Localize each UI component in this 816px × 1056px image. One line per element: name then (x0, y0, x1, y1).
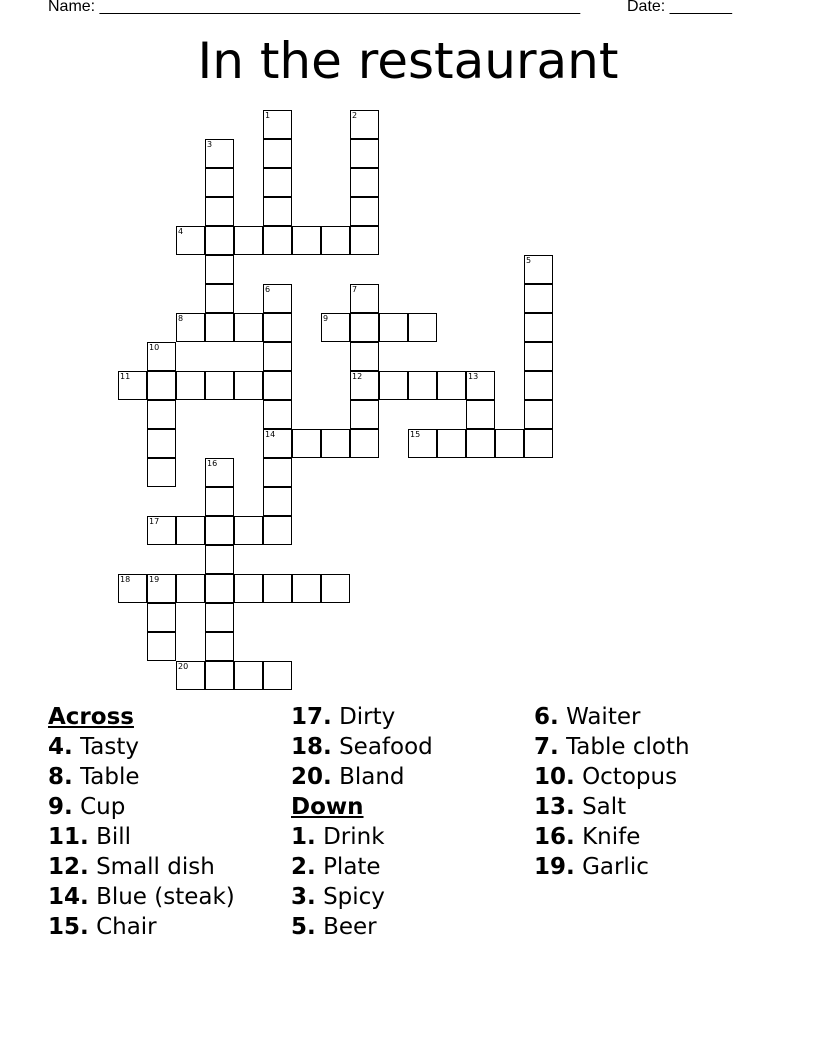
clue-number: 20. (291, 764, 332, 790)
cell-number: 12 (352, 372, 363, 381)
clue-text: Blue (steak) (96, 884, 235, 910)
grid-cell[interactable] (495, 429, 524, 458)
cell-number: 13 (468, 372, 479, 381)
grid-cell[interactable] (292, 226, 321, 255)
grid-cell-11[interactable] (118, 371, 147, 400)
grid-cell[interactable] (234, 371, 263, 400)
grid-cell[interactable] (408, 313, 437, 342)
grid-cell[interactable] (466, 429, 495, 458)
grid-cell-12[interactable] (350, 371, 379, 400)
grid-cell-1[interactable] (263, 110, 292, 139)
grid-cell[interactable] (234, 516, 263, 545)
grid-cell[interactable] (292, 574, 321, 603)
clue-across-14 (48, 882, 288, 912)
grid-cell[interactable] (147, 458, 176, 487)
grid-cell[interactable] (176, 516, 205, 545)
grid-cell[interactable] (147, 400, 176, 429)
grid-cell[interactable] (147, 603, 176, 632)
clue-across-15 (48, 912, 288, 942)
clue-number: 6. (534, 704, 559, 730)
clue-number: 18. (291, 734, 332, 760)
grid-cell-10[interactable] (147, 342, 176, 371)
grid-cell-4[interactable] (176, 226, 205, 255)
cell-number: 14 (265, 430, 276, 439)
grid-cell-7[interactable] (350, 284, 379, 313)
clue-down-16 (534, 822, 774, 852)
grid-cell-2[interactable] (350, 110, 379, 139)
clue-number: 19. (534, 854, 575, 880)
grid-cell[interactable] (321, 226, 350, 255)
cell-number: 16 (207, 459, 218, 468)
clue-down-10 (534, 762, 774, 792)
page-title: In the restaurant (197, 32, 619, 90)
clue-number: 4. (48, 734, 73, 760)
clue-text: Beer (323, 914, 377, 940)
grid-cell[interactable] (350, 226, 379, 255)
grid-cell[interactable] (147, 429, 176, 458)
cell-number: 18 (120, 575, 131, 584)
grid-cell-19[interactable] (147, 574, 176, 603)
clue-number: 13. (534, 794, 575, 820)
clue-number: 7. (534, 734, 559, 760)
clue-down-19 (534, 852, 774, 882)
name-field-line[interactable]: Name: ______________________________________________________ (48, 0, 581, 15)
clues-column-2 (291, 702, 531, 942)
grid-cell-14[interactable] (263, 429, 292, 458)
clue-text: Dirty (339, 704, 396, 730)
clue-text: Bland (339, 764, 405, 790)
clue-number: 3. (291, 884, 316, 910)
clue-text: Bill (96, 824, 132, 850)
clue-number: 9. (48, 794, 73, 820)
cell-number: 20 (178, 662, 189, 671)
grid-cell[interactable] (234, 313, 263, 342)
grid-cell[interactable] (205, 226, 234, 255)
grid-cell[interactable] (205, 255, 234, 284)
clue-text: Seafood (339, 734, 433, 760)
grid-cell[interactable] (524, 342, 553, 371)
grid-cell-13[interactable] (466, 371, 495, 400)
grid-cell[interactable] (263, 458, 292, 487)
cell-number: 5 (526, 256, 532, 265)
grid-cell[interactable] (524, 429, 553, 458)
clue-number: 5. (291, 914, 316, 940)
grid-cell-3[interactable] (205, 139, 234, 168)
clue-number: 1. (291, 824, 316, 850)
grid-cell[interactable] (437, 371, 466, 400)
grid-cell[interactable] (205, 603, 234, 632)
grid-cell[interactable] (263, 139, 292, 168)
grid-cell-6[interactable] (263, 284, 292, 313)
clues-column-3 (534, 702, 774, 882)
clue-number: 15. (48, 914, 89, 940)
grid-cell[interactable] (205, 487, 234, 516)
grid-cell-8[interactable] (176, 313, 205, 342)
clue-across-20 (291, 762, 531, 792)
clue-text: Chair (96, 914, 157, 940)
clue-number: 10. (534, 764, 575, 790)
down-header: Down (291, 794, 364, 820)
grid-cell[interactable] (147, 371, 176, 400)
grid-cell[interactable] (205, 197, 234, 226)
grid-cell[interactable] (263, 197, 292, 226)
grid-cell-9[interactable] (321, 313, 350, 342)
grid-cell[interactable] (350, 139, 379, 168)
clue-text: Plate (323, 854, 381, 880)
cell-number: 3 (207, 140, 213, 149)
clue-number: 16. (534, 824, 575, 850)
grid-cell[interactable] (205, 313, 234, 342)
clue-down-13 (534, 792, 774, 822)
clue-text: Knife (582, 824, 641, 850)
cell-number: 17 (149, 517, 160, 526)
clue-text: Table (80, 764, 140, 790)
clue-text: Octopus (582, 764, 678, 790)
clue-down-2 (291, 852, 531, 882)
clue-down-7 (534, 732, 774, 762)
clue-text: Spicy (323, 884, 385, 910)
clue-across-4 (48, 732, 288, 762)
cell-number: 6 (265, 285, 271, 294)
grid-cell-18[interactable] (118, 574, 147, 603)
clue-text: Tasty (80, 734, 140, 760)
grid-cell[interactable] (234, 226, 263, 255)
cell-number: 1 (265, 111, 271, 120)
grid-cell[interactable] (205, 284, 234, 313)
grid-cell-20[interactable] (176, 661, 205, 690)
grid-cell[interactable] (205, 516, 234, 545)
clue-number: 11. (48, 824, 89, 850)
grid-cell[interactable] (263, 226, 292, 255)
clue-across-17 (291, 702, 531, 732)
clue-number: 14. (48, 884, 89, 910)
clue-across-8 (48, 762, 288, 792)
grid-cell[interactable] (263, 661, 292, 690)
grid-cell[interactable] (234, 574, 263, 603)
grid-cell[interactable] (524, 284, 553, 313)
grid-cell[interactable] (408, 371, 437, 400)
clue-down-3 (291, 882, 531, 912)
clue-across-9 (48, 792, 288, 822)
grid-cell[interactable] (263, 400, 292, 429)
clues-column-1 (48, 702, 288, 942)
grid-cell-15[interactable] (408, 429, 437, 458)
grid-cell[interactable] (263, 487, 292, 516)
grid-cell[interactable] (147, 632, 176, 661)
grid-cell-17[interactable] (147, 516, 176, 545)
grid-cell-5[interactable] (524, 255, 553, 284)
clue-number: 17. (291, 704, 332, 730)
grid-cell[interactable] (350, 429, 379, 458)
grid-cell[interactable] (205, 545, 234, 574)
grid-cell-16[interactable] (205, 458, 234, 487)
cell-number: 7 (352, 285, 358, 294)
grid-cell[interactable] (350, 313, 379, 342)
clue-across-18 (291, 732, 531, 762)
grid-cell[interactable] (263, 516, 292, 545)
grid-cell[interactable] (524, 371, 553, 400)
clue-number: 8. (48, 764, 73, 790)
cell-number: 9 (323, 314, 329, 323)
grid-cell[interactable] (176, 574, 205, 603)
clue-number: 12. (48, 854, 89, 880)
grid-cell[interactable] (292, 429, 321, 458)
clue-number: 2. (291, 854, 316, 880)
grid-cell[interactable] (379, 371, 408, 400)
clue-text: Garlic (582, 854, 649, 880)
clue-across-12 (48, 852, 288, 882)
cell-number: 4 (178, 227, 184, 236)
grid-cell[interactable] (205, 168, 234, 197)
clue-text: Waiter (566, 704, 641, 730)
grid-cell[interactable] (379, 313, 408, 342)
cell-number: 19 (149, 575, 160, 584)
clue-down-6 (534, 702, 774, 732)
across-header: Across (48, 704, 134, 730)
grid-cell[interactable] (263, 574, 292, 603)
clue-across-11 (48, 822, 288, 852)
cell-number: 8 (178, 314, 184, 323)
grid-cell[interactable] (350, 168, 379, 197)
clue-text: Small dish (96, 854, 215, 880)
grid-cell[interactable] (263, 313, 292, 342)
grid-cell[interactable] (350, 197, 379, 226)
clue-text: Salt (582, 794, 627, 820)
grid-cell[interactable] (205, 574, 234, 603)
grid-cell[interactable] (350, 400, 379, 429)
cell-number: 2 (352, 111, 358, 120)
clue-text: Cup (80, 794, 126, 820)
grid-cell[interactable] (176, 371, 205, 400)
grid-cell[interactable] (524, 313, 553, 342)
grid-cell[interactable] (437, 429, 466, 458)
grid-cell[interactable] (263, 168, 292, 197)
grid-cell[interactable] (234, 661, 263, 690)
grid-cell[interactable] (321, 574, 350, 603)
grid-cell[interactable] (350, 342, 379, 371)
grid-cell[interactable] (524, 400, 553, 429)
date-field-line[interactable]: Date: _______ (627, 0, 732, 15)
grid-cell[interactable] (321, 429, 350, 458)
cell-number: 15 (410, 430, 421, 439)
grid-cell[interactable] (205, 632, 234, 661)
grid-cell[interactable] (466, 400, 495, 429)
grid-cell[interactable] (263, 371, 292, 400)
clue-down-5 (291, 912, 531, 942)
cell-number: 10 (149, 343, 160, 352)
clue-text: Drink (323, 824, 385, 850)
grid-cell[interactable] (205, 371, 234, 400)
clue-text: Table cloth (566, 734, 690, 760)
grid-cell[interactable] (263, 342, 292, 371)
clue-down-1 (291, 822, 531, 852)
cell-number: 11 (120, 372, 131, 381)
grid-cell[interactable] (205, 661, 234, 690)
